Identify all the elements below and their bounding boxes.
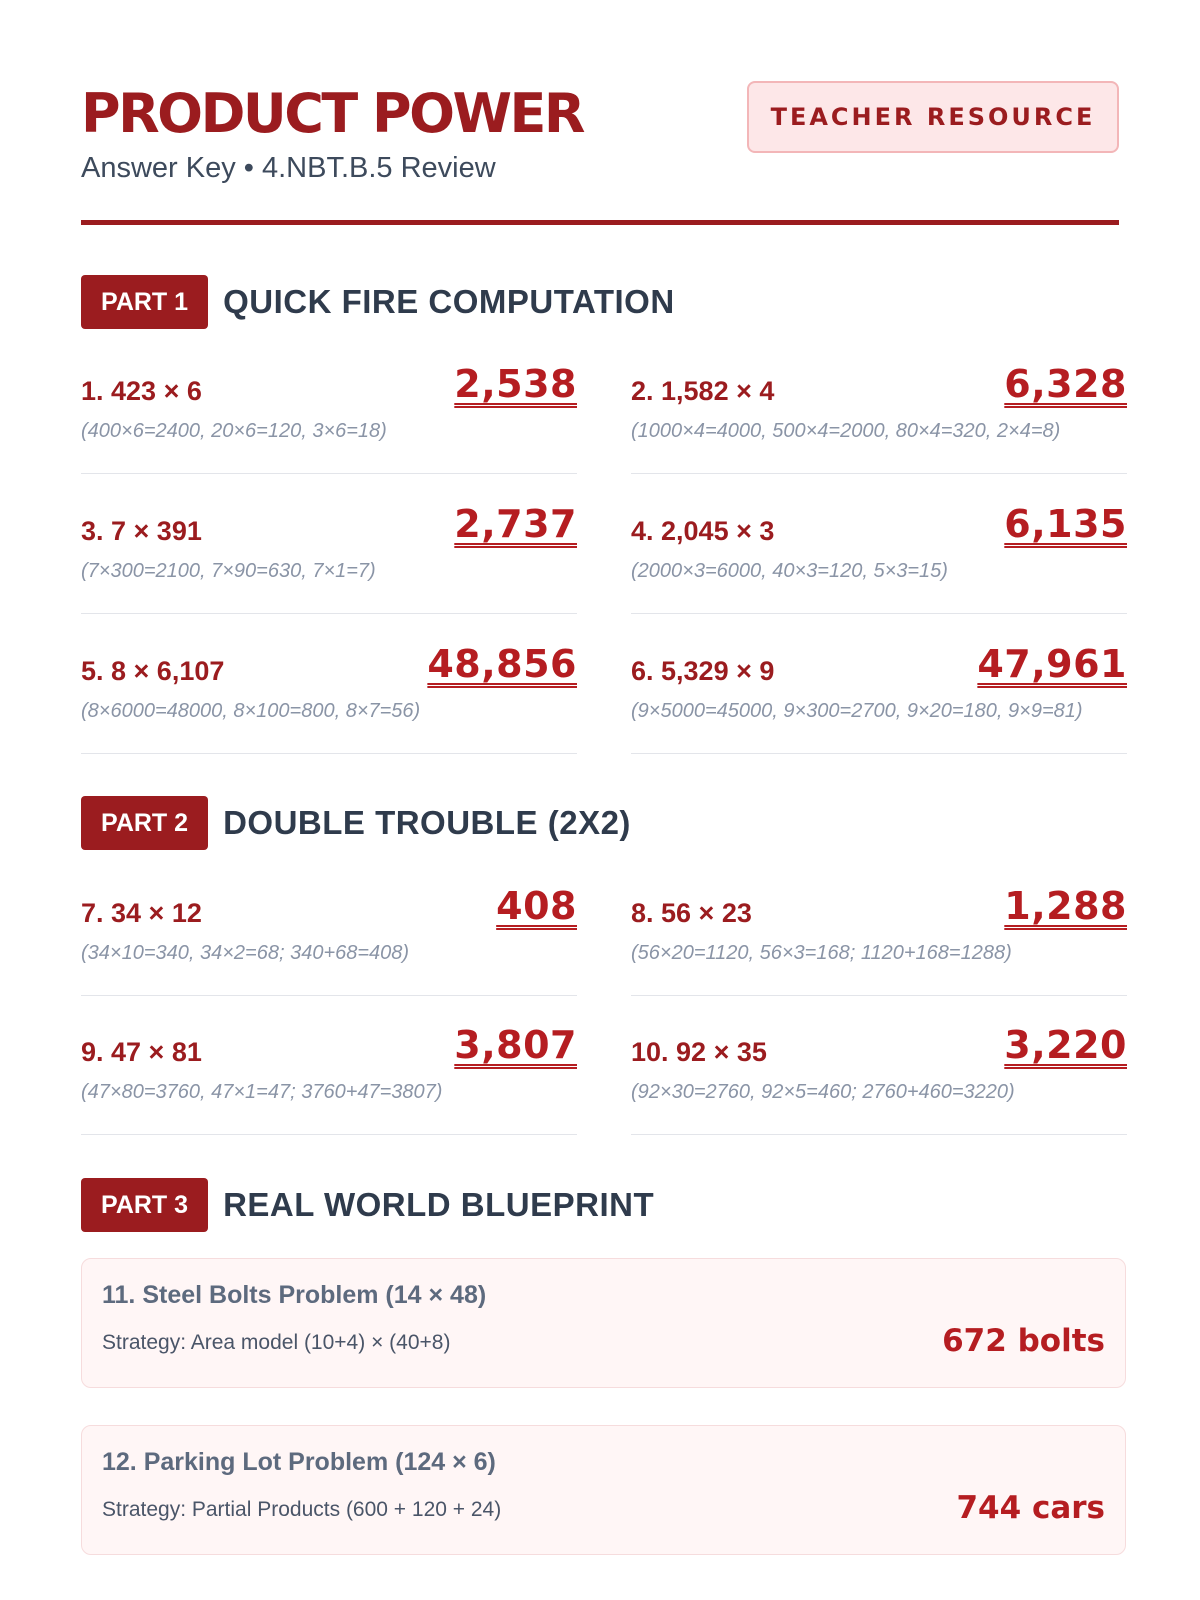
problem-3 — [81, 496, 577, 614]
page-header — [81, 0, 1119, 228]
problem-label: 4. 2,045 × 3 — [631, 516, 775, 546]
problem-10 — [631, 1017, 1127, 1135]
card-answer: 672 bolts — [942, 1323, 1105, 1359]
problem-answer: 2,538 — [454, 362, 577, 406]
problem-label: 5. 8 × 6,107 — [81, 656, 225, 686]
card-title: 12. Parking Lot Problem (124 × 6) — [102, 1448, 496, 1476]
problem-answer: 2,737 — [454, 502, 577, 546]
problem-4 — [631, 496, 1127, 614]
problem-work: (92×30=2760, 92×5=460; 2760+460=3220) — [631, 1081, 1015, 1103]
problem-label: 1. 423 × 6 — [81, 376, 202, 406]
part-1-title: QUICK FIRE COMPUTATION — [223, 283, 675, 320]
problem-work: (34×10=340, 34×2=68; 340+68=408) — [81, 942, 410, 964]
problem-work: (56×20=1120, 56×3=168; 1120+168=1288) — [631, 942, 1012, 964]
part-3-tag: PART 3 — [81, 1178, 208, 1232]
problem-answer: 48,856 — [427, 642, 577, 686]
problem-answer: 1,288 — [1004, 884, 1127, 928]
header-divider — [81, 220, 1119, 225]
problem-work: (8×6000=48000, 8×100=800, 8×7=56) — [81, 700, 421, 722]
problem-8 — [631, 878, 1127, 996]
problem-answer: 3,807 — [454, 1023, 577, 1067]
part-3-title: REAL WORLD BLUEPRINT — [223, 1186, 655, 1223]
problem-label: 2. 1,582 × 4 — [631, 376, 775, 406]
card-title: 11. Steel Bolts Problem (14 × 48) — [102, 1281, 487, 1309]
problem-work: (9×5000=45000, 9×300=2700, 9×20=180, 9×9=81) — [631, 700, 1083, 722]
problem-answer: 408 — [496, 884, 577, 928]
problem-answer: 6,328 — [1004, 362, 1127, 406]
problem-5 — [81, 636, 577, 754]
page-title: PRODUCT POWER — [81, 82, 584, 145]
problem-1 — [81, 356, 577, 474]
part-1-tag: PART 1 — [81, 275, 208, 329]
problem-work: (1000×4=4000, 500×4=2000, 80×4=320, 2×4=8) — [631, 420, 1061, 442]
word-problem-card-12 — [81, 1425, 1126, 1555]
part-1-header — [81, 275, 675, 329]
problem-label: 10. 92 × 35 — [631, 1037, 767, 1067]
word-problem-card-11 — [81, 1258, 1126, 1388]
problem-work: (47×80=3760, 47×1=47; 3760+47=3807) — [81, 1081, 443, 1103]
card-strategy: Strategy: Partial Products (600 + 120 + 24) — [102, 1498, 502, 1521]
problem-work: (7×300=2100, 7×90=630, 7×1=7) — [81, 560, 376, 582]
problem-label: 8. 56 × 23 — [631, 898, 752, 928]
part-2-title: DOUBLE TROUBLE (2X2) — [223, 804, 631, 841]
card-answer: 744 cars — [956, 1490, 1105, 1526]
problem-2 — [631, 356, 1127, 474]
part-2-tag: PART 2 — [81, 796, 208, 850]
teacher-resource-badge: TEACHER RESOURCE — [747, 81, 1119, 153]
page-subtitle: Answer Key • 4.NBT.B.5 Review — [81, 152, 496, 184]
problem-label: 7. 34 × 12 — [81, 898, 202, 928]
card-strategy: Strategy: Area model (10+4) × (40+8) — [102, 1331, 451, 1354]
problem-answer: 6,135 — [1004, 502, 1127, 546]
problem-7 — [81, 878, 577, 996]
problem-label: 9. 47 × 81 — [81, 1037, 202, 1067]
problem-9 — [81, 1017, 577, 1135]
part-2-header — [81, 796, 631, 850]
problem-label: 3. 7 × 391 — [81, 516, 202, 546]
problem-work: (2000×3=6000, 40×3=120, 5×3=15) — [631, 560, 948, 582]
problem-work: (400×6=2400, 20×6=120, 3×6=18) — [81, 420, 387, 442]
problem-answer: 3,220 — [1004, 1023, 1127, 1067]
part-3-header — [81, 1178, 654, 1232]
problem-answer: 47,961 — [977, 642, 1127, 686]
problem-6 — [631, 636, 1127, 754]
problem-label: 6. 5,329 × 9 — [631, 656, 775, 686]
